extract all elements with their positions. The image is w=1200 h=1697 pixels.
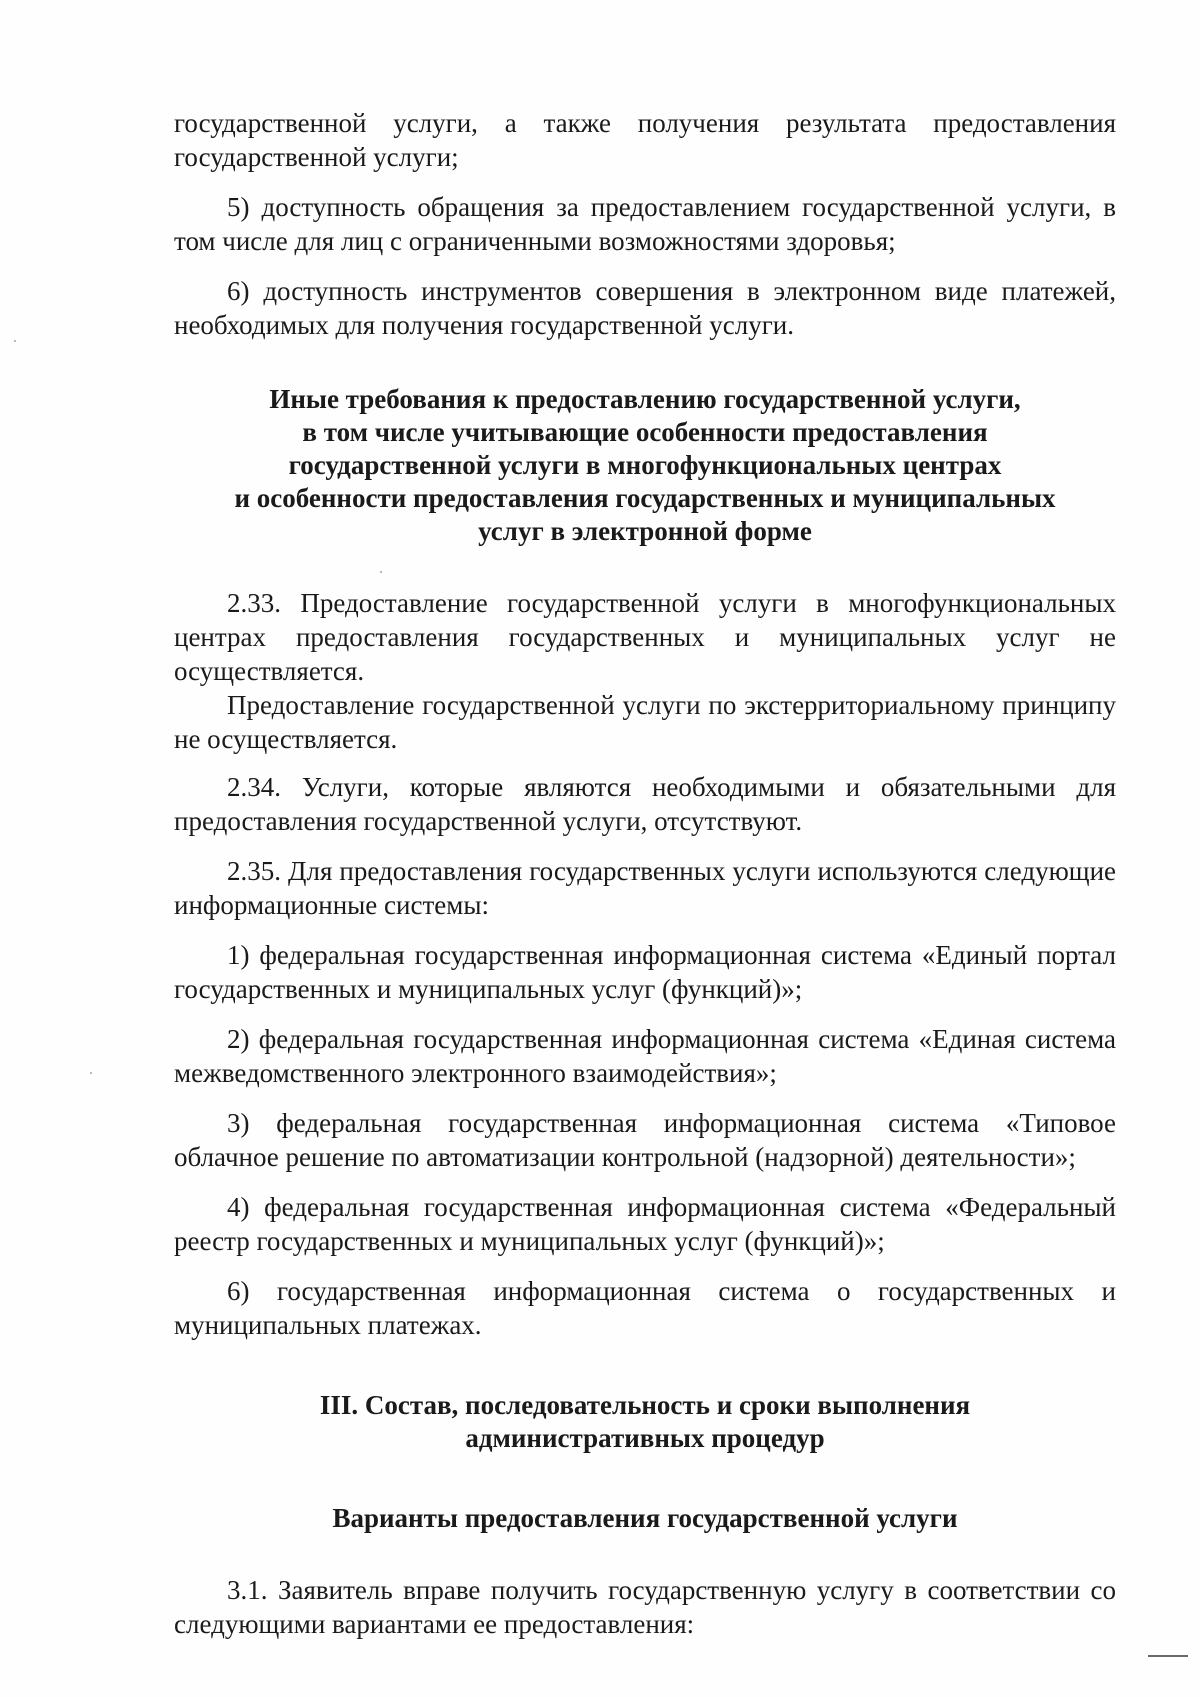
scan-speck <box>14 340 16 342</box>
scan-edge-mark <box>1148 1655 1188 1657</box>
heading-line: и особенности предоставления государственных и муниципальных <box>234 483 1056 513</box>
heading-line: III. Состав, последовательность и сроки выполнения <box>319 1390 971 1420</box>
system-item-2: 2) федеральная государственная информационная система «Единая система межведомственного электронного взаимодействия»; <box>174 1024 1116 1088</box>
heading-variants: Варианты предоставления государственной услуги <box>332 1503 958 1533</box>
system-item-3: 3) федеральная государственная информационная система «Типовое облачное решение по автоматизации контрольной (надзорной) деятельности»; <box>174 1108 1116 1172</box>
heading-other-requirements <box>174 383 1116 548</box>
paragraph-extraterritorial: Предоставление государственной услуги по экстерриториальному принципу не осуществляется. <box>174 690 1116 754</box>
heading-line: в том числе учитывающие особенности предоставления <box>302 417 988 447</box>
heading-section-3 <box>174 1389 1116 1455</box>
system-item-1: 1) федеральная государственная информационная система «Единый портал государственных и муниципальных услуг (функций)»; <box>174 940 1116 1004</box>
list-item-6: 6) доступность инструментов совершения в электронном виде платежей, необходимых для получения государственной услуги. <box>174 276 1116 340</box>
scan-speck <box>380 571 382 573</box>
system-item-6: 6) государственная информационная система о государственных и муниципальных платежах. <box>174 1276 1116 1340</box>
heading-line: административных процедур <box>465 1423 825 1453</box>
heading-line: государственной услуги в многофункциональных центрах <box>288 450 1002 480</box>
scan-speck <box>90 1072 92 1074</box>
paragraph-2-34: 2.34. Услуги, которые являются необходимыми и обязательными для предоставления государственной услуги, отсутствуют. <box>174 772 1116 836</box>
paragraph-2-33: 2.33. Предоставление государственной услуги в многофункциональных центрах предоставления государственных и муниципальных услуг не осуществляется. <box>174 588 1116 686</box>
system-item-4: 4) федеральная государственная информационная система «Федеральный реестр государственных и муниципальных услуг (функций)»; <box>174 1192 1116 1256</box>
paragraph-intro: государственной услуги, а также получения результата предоставления государственной услуги; <box>174 108 1116 172</box>
list-item-5: 5) доступность обращения за предоставлением государственной услуги, в том числе для лиц с ограниченными возможностями здоровья; <box>174 192 1116 256</box>
heading-line: Иные требования к предоставлению государственной услуги, <box>269 384 1021 414</box>
paragraph-3-1: 3.1. Заявитель вправе получить государственную услугу в соответствии со следующими вариантами ее предоставления: <box>174 1575 1116 1639</box>
heading-line: услуг в электронной форме <box>478 516 812 546</box>
paragraph-2-35: 2.35. Для предоставления государственных услуги используются следующие информационные системы: <box>174 856 1116 920</box>
document-body <box>174 106 1116 1641</box>
